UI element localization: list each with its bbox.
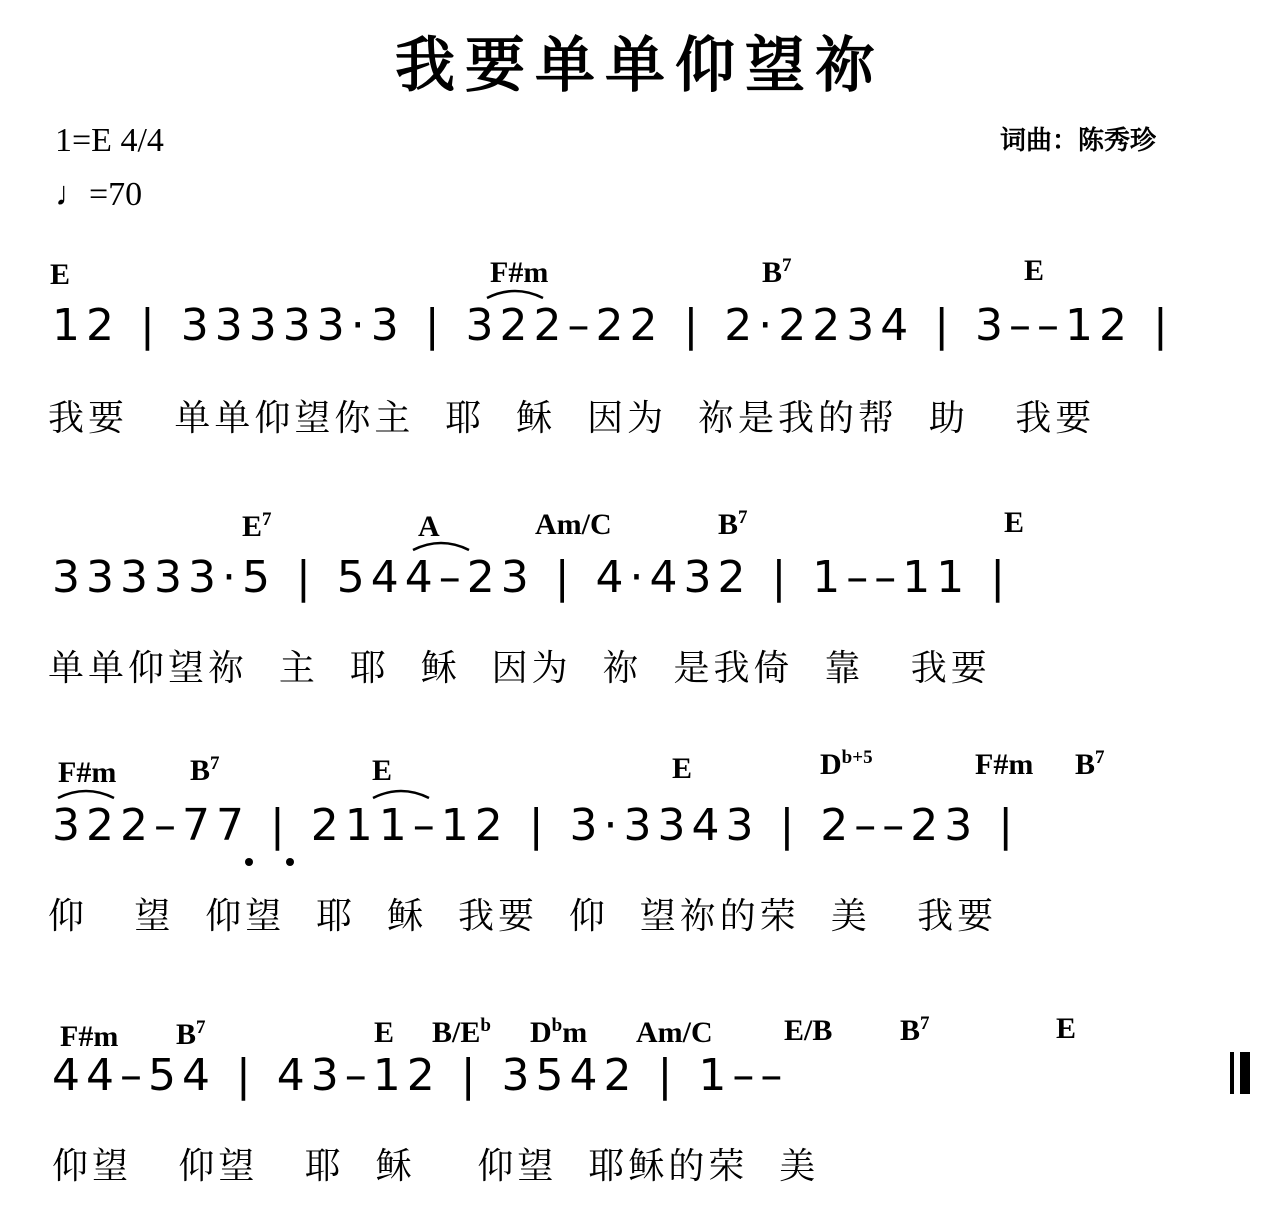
lyric-line: 我要 单单仰望你主 耶 稣 因为 祢是我的帮 助 我要 — [48, 398, 1096, 439]
chord: $D^{b+5}$ — [820, 747, 873, 781]
chord: $D^bm$ — [530, 1015, 588, 1049]
notation-line: 12 | 33333·3 | 322–22 | 2·2234 | 3––12 | — [52, 300, 1174, 351]
chord: E — [50, 258, 71, 291]
chord: E — [374, 1016, 395, 1049]
chord: E — [1024, 254, 1045, 287]
chord: $B^7$ — [176, 1017, 206, 1051]
notation-line: 44–54 | 43–12 | 3542 | 1–– — [52, 1050, 789, 1101]
chord: Am/C — [636, 1016, 713, 1049]
chord: $B^7$ — [1075, 747, 1105, 781]
chord: $B^7$ — [900, 1013, 930, 1047]
chord: E — [1004, 506, 1025, 539]
chord: E/B — [784, 1014, 833, 1047]
low-octave-dot — [286, 858, 294, 866]
chord: F#m — [60, 1020, 119, 1053]
chord: F#m — [58, 756, 117, 789]
slur — [58, 791, 114, 798]
chord: A — [418, 510, 440, 543]
lyric-line: 仰望 仰望 耶 稣 仰望 耶稣的荣 美 — [52, 1146, 820, 1187]
low-octave-dot — [245, 858, 253, 866]
lyric-line: 单单仰望祢 主 耶 稣 因为 祢 是我倚 靠 我要 — [48, 648, 991, 689]
chord: F#m — [975, 748, 1034, 781]
chord: $B^7$ — [718, 507, 748, 541]
chord: $B/E^b$ — [432, 1015, 491, 1049]
key-signature: 1=E 4/4 — [55, 122, 164, 159]
chord: E — [1056, 1012, 1077, 1045]
tempo-marking: ♩=70 — [55, 176, 143, 213]
composer-credit: 词曲：陈秀珍 — [1000, 126, 1157, 156]
slur — [373, 791, 429, 798]
chord: E — [672, 752, 693, 785]
slur — [487, 291, 543, 298]
chord: E — [372, 754, 393, 787]
chord: Am/C — [535, 508, 612, 541]
chord: $B^7$ — [190, 753, 220, 787]
chord: $B^7$ — [762, 255, 792, 289]
chord: F#m — [490, 256, 549, 289]
lyric-line: 仰 望 仰望 耶 稣 我要 仰 望祢的荣 美 我要 — [48, 896, 998, 937]
chord: $E^7$ — [242, 509, 272, 543]
notation-line: 322–77 | 211–12 | 3·3343 | 2––23 | — [52, 800, 1020, 851]
song-title: 我要单单仰望祢 — [395, 31, 885, 101]
slur — [413, 543, 469, 550]
notation-line: 33333·5 | 544–23 | 4·432 | 1––11 | — [52, 552, 1012, 603]
